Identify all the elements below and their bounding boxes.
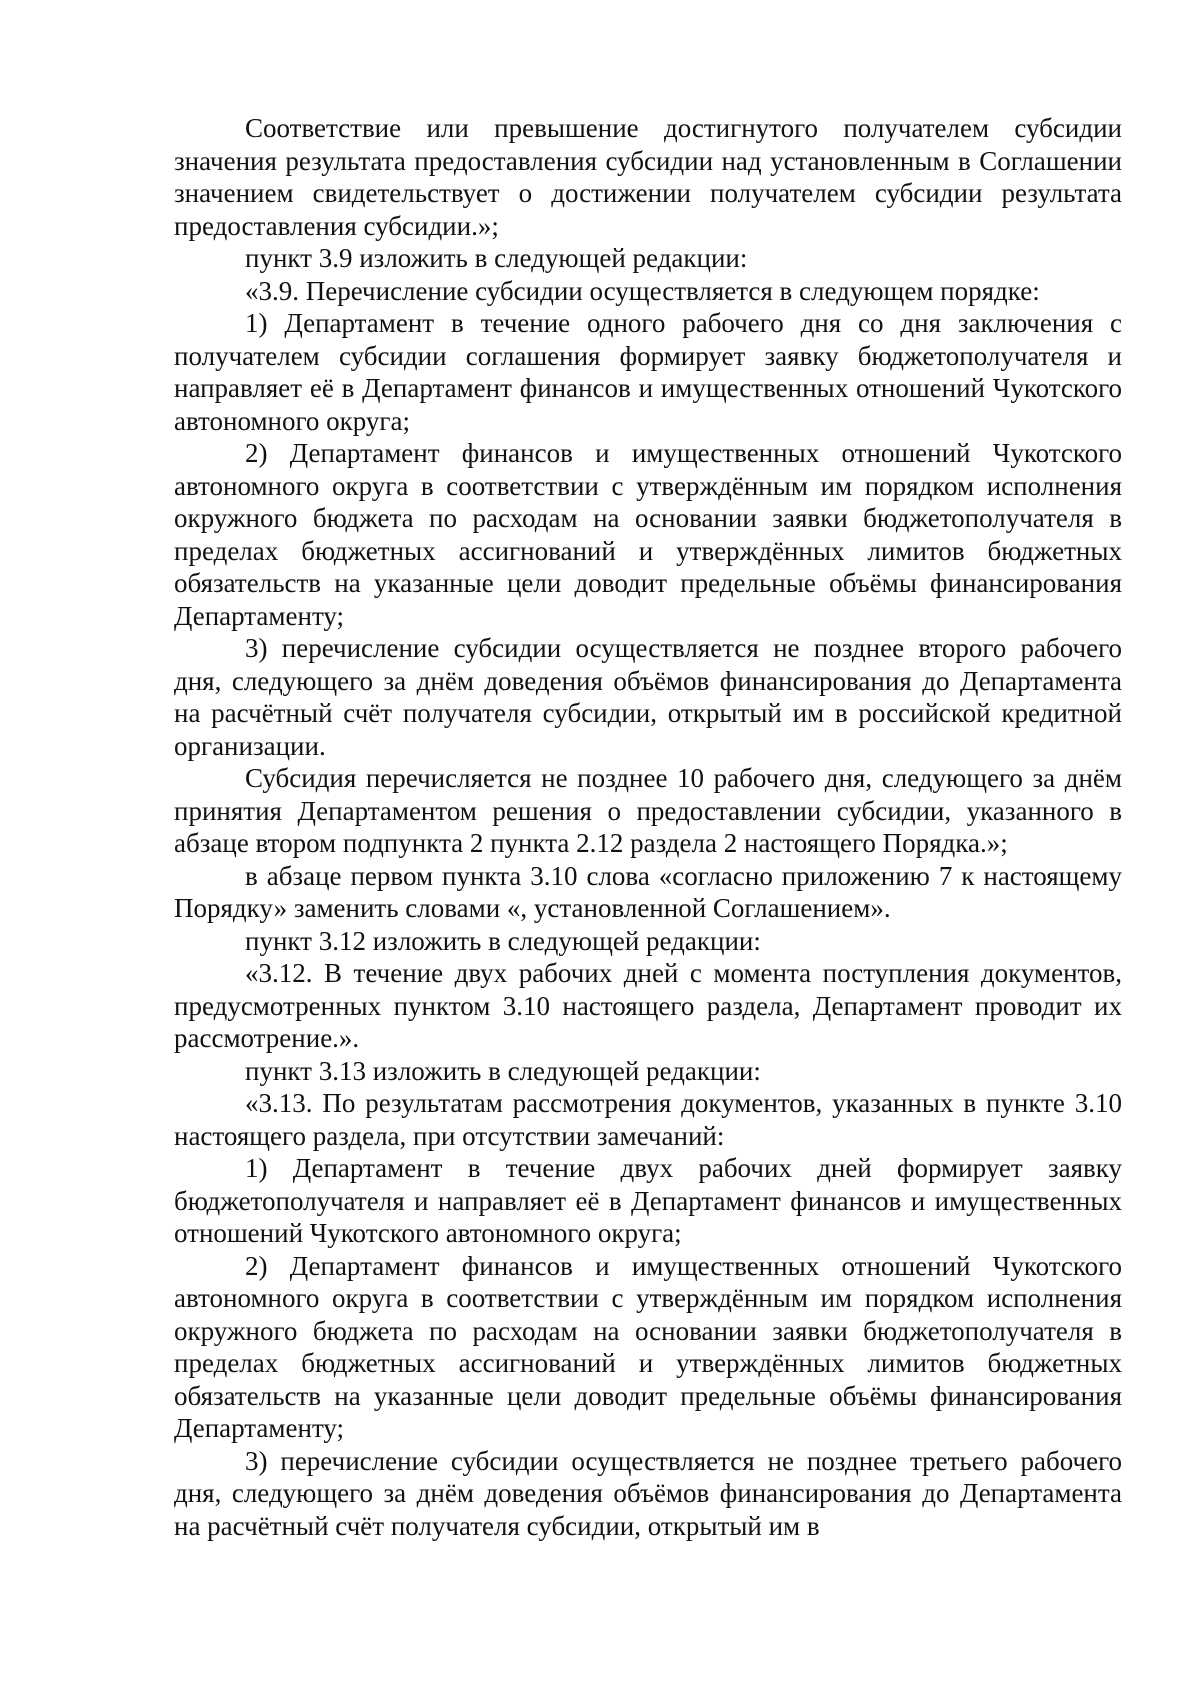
paragraph-3-13-item-2: 2) Департамент финансов и имущественных отношений Чукотского автономного округа в соответствии с утверждённым им порядком исполнения окружного бюджета по расходам на основании заявки бюджетополучателя в пределах бюджетных ассигнований и утверждённых лимитов бюджетных обязательств на указанные цели доводит предельные объёмы финансирования Департаменту; [174, 1250, 1122, 1443]
paragraph-clause-3-9-intro: пункт 3.9 изложить в следующей редакции: [245, 243, 748, 273]
document-page [174, 112, 1122, 1542]
paragraph-3-13-item-1: 1) Департамент в течение двух рабочих дней формирует заявку бюджетополучателя и направляет её в Департамент финансов и имущественных отношений Чукотского автономного округа; [174, 1153, 1122, 1248]
paragraph-clause-3-13: «3.13. По результатам рассмотрения документов, указанных в пункте 3.10 настоящего раздела, при отсутствии замечаний: [174, 1088, 1122, 1151]
paragraph-compliance: Соответствие или превышение достигнутого получателем субсидии значения результата предоставления субсидии над установленным в Соглашении значением свидетельствует о достижении получателем субсидии результата предоставления субсидии.»; [174, 113, 1122, 241]
paragraph-clause-3-12-intro: пункт 3.12 изложить в следующей редакции: [245, 925, 761, 956]
paragraph-3-9-item-3: 3) перечисление субсидии осуществляется не позднее второго рабочего дня, следующего за днём доведения объёмов финансирования до Департамента на расчётный счёт получателя субсидии, открытый им в российской кредитной организации. [174, 633, 1122, 761]
paragraph-subsidy-transfer: Субсидия перечисляется не позднее 10 рабочего дня, следующего за днём принятия Департаментом решения о предоставлении субсидии, указанного в абзаце втором подпункта 2 пункта 2.12 раздела 2 настоящего Порядка.»; [174, 763, 1122, 858]
paragraph-clause-3-12: «3.12. В течение двух рабочих дней с момента поступления документов, предусмотренных пунктом 3.10 настоящего раздела, Департамент проводит их рассмотрение.». [174, 958, 1122, 1053]
paragraph-clause-3-13-intro: пункт 3.13 изложить в следующей редакции: [245, 1055, 761, 1086]
paragraph-clause-3-10-amendment: в абзаце первом пункта 3.10 слова «согласно приложению 7 к настоящему Порядку» заменить словами «, установленной Соглашением». [174, 860, 1122, 923]
paragraph-3-13-item-3: 3) перечисление субсидии осуществляется не позднее третьего рабочего дня, следующего за днём доведения объёмов финансирования до Департамента на расчётный счёт получателя субсидии, открытый им в [174, 1445, 1122, 1541]
paragraph-3-9-item-1: 1) Департамент в течение одного рабочего дня со дня заключения с получателем субсидии соглашения формирует заявку бюджетополучателя и направляет её в Департамент финансов и имущественных отношений Чукотского автономного округа; [174, 308, 1122, 436]
paragraph-3-9-item-2: 2) Департамент финансов и имущественных отношений Чукотского автономного округа в соответствии с утверждённым им порядком исполнения окружного бюджета по расходам на основании заявки бюджетополучателя в пределах бюджетных ассигнований и утверждённых лимитов бюджетных обязательств на указанные цели доводит предельные объёмы финансирования Департаменту; [174, 438, 1122, 631]
paragraph-clause-3-9: «3.9. Перечисление субсидии осуществляется в следующем порядке: [245, 275, 1040, 306]
